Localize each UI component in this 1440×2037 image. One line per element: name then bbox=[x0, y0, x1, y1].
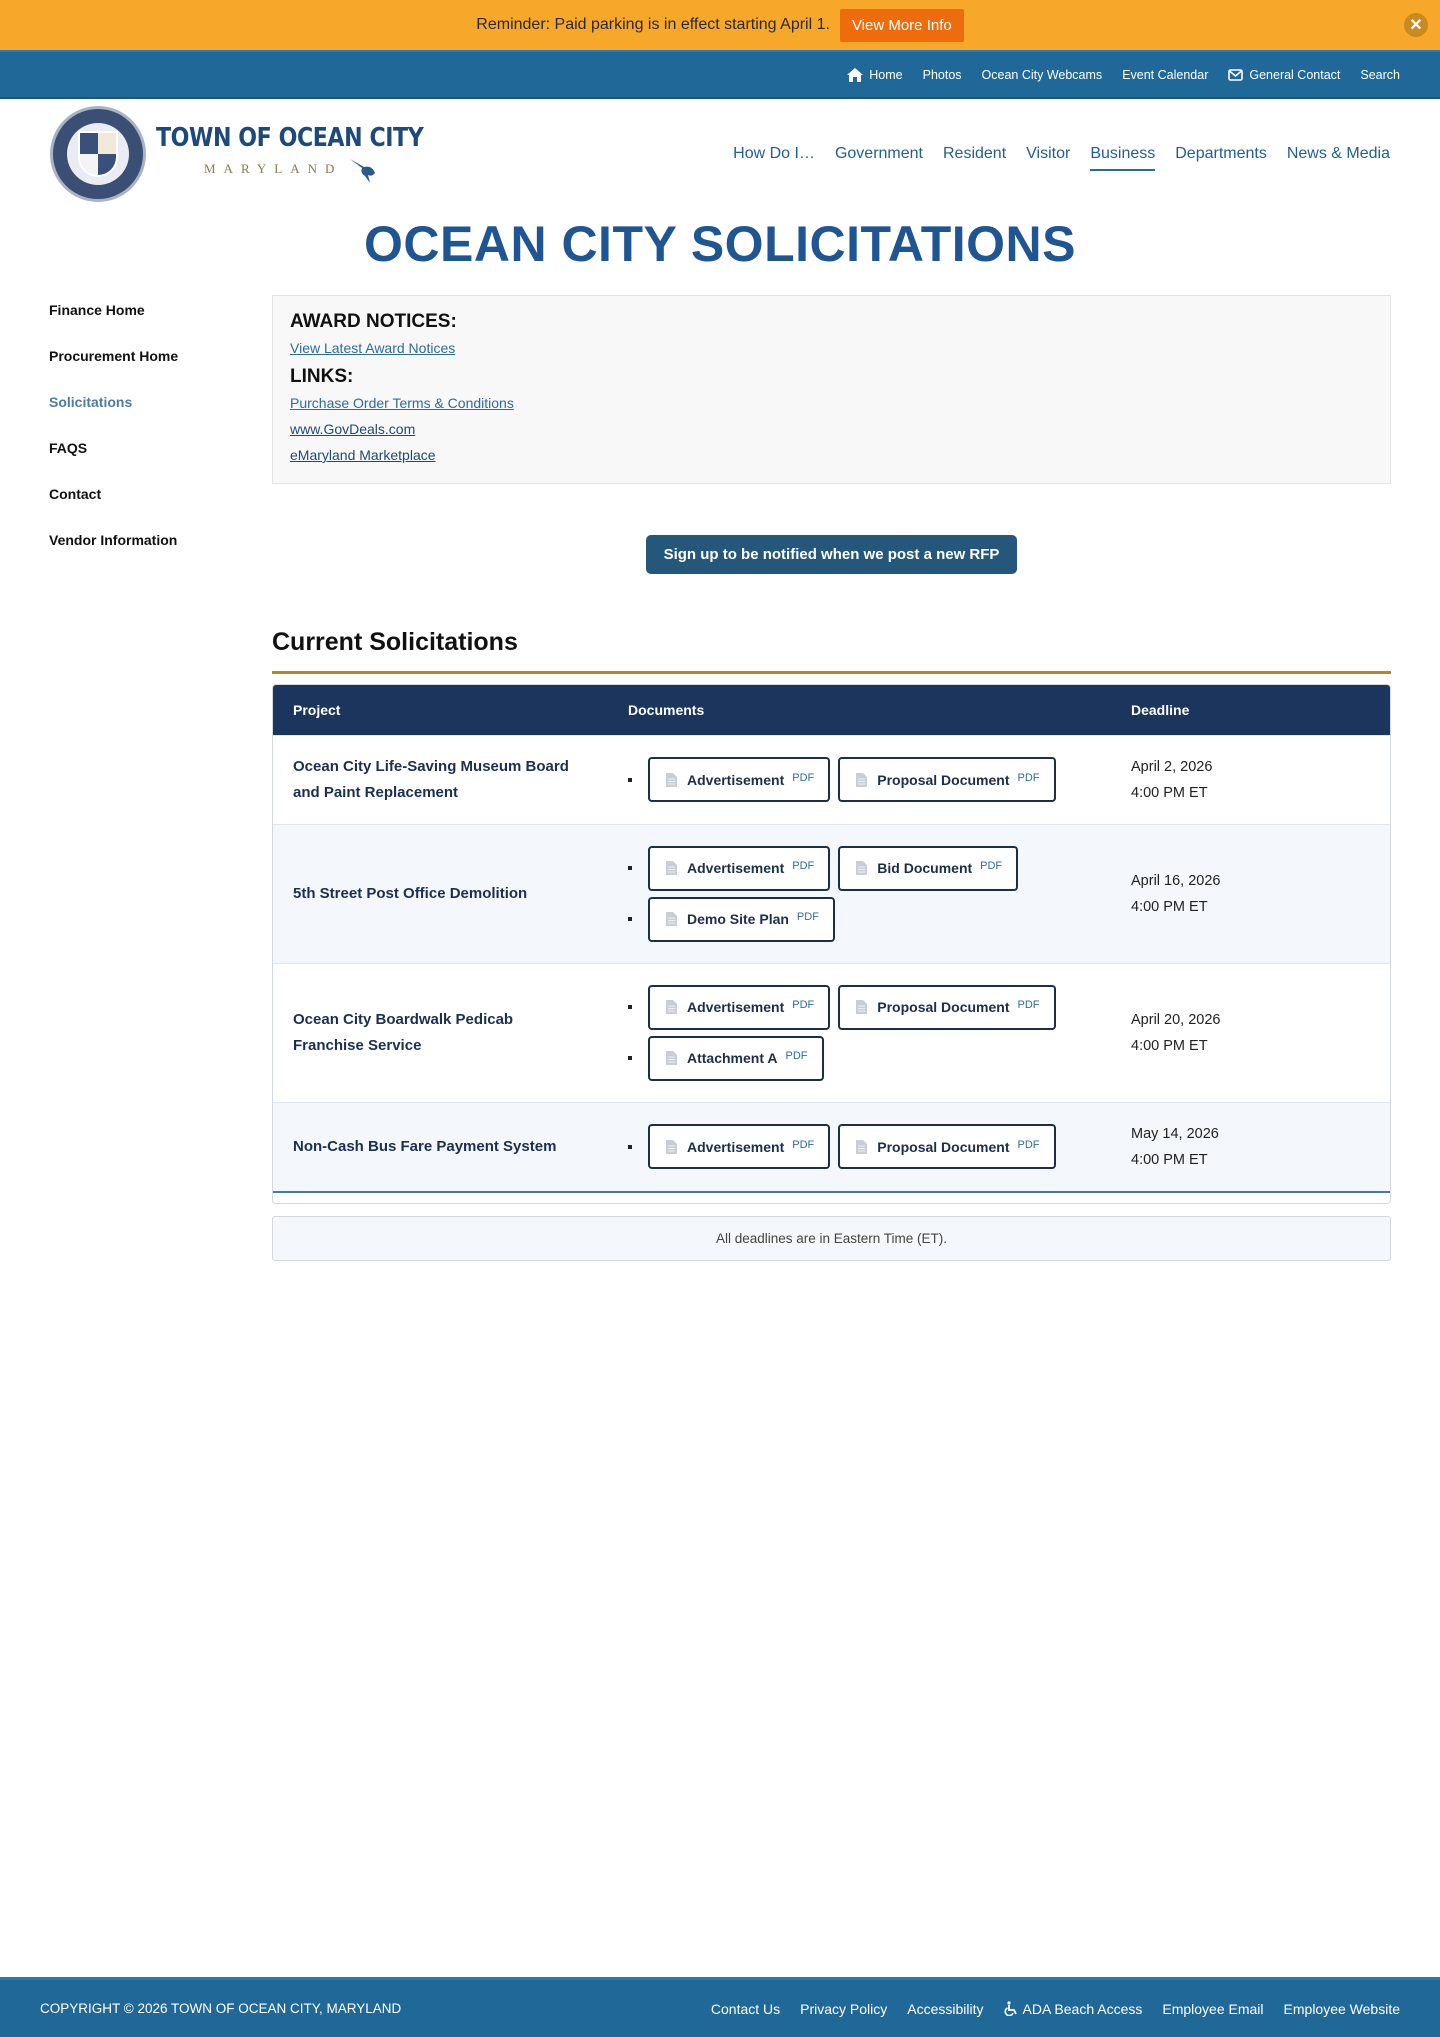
pdf-badge: PDF bbox=[792, 1138, 815, 1151]
footer-link-privacy-policy[interactable]: Privacy Policy bbox=[800, 2000, 888, 2017]
deadline-time: 4:00 PM ET bbox=[1131, 898, 1208, 915]
home-icon bbox=[847, 68, 863, 82]
site-logo[interactable] bbox=[50, 106, 470, 202]
table-row bbox=[273, 963, 1390, 1102]
utility-link-home[interactable]: Home bbox=[847, 68, 902, 82]
column-header-project: Project bbox=[293, 701, 341, 718]
pdf-badge: PDF bbox=[1017, 1138, 1040, 1151]
sidebar-item-procurement-home[interactable]: Procurement Home bbox=[49, 348, 179, 364]
logo-subtitle: MARYLAND bbox=[204, 155, 470, 185]
deadline-time: 4:00 PM ET bbox=[1131, 1037, 1208, 1054]
table-row bbox=[273, 1102, 1390, 1192]
deadline-date: April 20, 2026 bbox=[1131, 1011, 1221, 1028]
document-button-proposal[interactable]: Proposal Document PDF bbox=[838, 985, 1055, 1030]
sidebar-item-faqs[interactable]: FAQS bbox=[49, 440, 88, 456]
project-name: Ocean City Boardwalk Pedicab Franchise Service bbox=[293, 1010, 514, 1054]
pdf-badge: PDF bbox=[1017, 771, 1040, 784]
utility-link-search[interactable]: Search bbox=[1360, 67, 1400, 82]
rfp-signup-button[interactable]: Sign up to be notified when we post a new RFP bbox=[646, 535, 1018, 574]
solicitations-table bbox=[272, 684, 1391, 1204]
project-name: 5th Street Post Office Demolition bbox=[293, 884, 528, 902]
copyright-text: COPYRIGHT © 2026 TOWN OF OCEAN CITY, MARYLAND bbox=[40, 2001, 402, 2016]
nav-news-media[interactable]: News & Media bbox=[1286, 145, 1390, 162]
file-icon bbox=[666, 773, 677, 787]
town-seal-icon bbox=[50, 106, 146, 202]
site-footer bbox=[0, 1977, 1440, 2037]
document-button-proposal[interactable]: Proposal Document PDF bbox=[838, 1124, 1055, 1169]
logo-title: TOWN OF OCEAN CITY bbox=[156, 123, 424, 153]
deadline-date: April 16, 2026 bbox=[1131, 872, 1221, 889]
links-box bbox=[272, 295, 1391, 484]
footer-link-ada-beach-access[interactable]: ADA Beach Access bbox=[1004, 2001, 1143, 2017]
utility-link-general-contact[interactable]: General Contact bbox=[1228, 68, 1340, 82]
deadline-time: 4:00 PM ET bbox=[1131, 784, 1208, 801]
file-icon bbox=[666, 1140, 677, 1154]
wheelchair-icon bbox=[1004, 2001, 1018, 2016]
footer-link-employee-website[interactable]: Employee Website bbox=[1283, 2000, 1400, 2017]
emaryland-marketplace-link[interactable]: eMaryland Marketplace bbox=[290, 447, 436, 463]
nav-departments[interactable]: Departments bbox=[1175, 145, 1267, 162]
sidebar-item-vendor-information[interactable]: Vendor Information bbox=[49, 532, 178, 548]
nav-how-do-i[interactable]: How Do I… bbox=[733, 145, 815, 162]
pdf-badge: PDF bbox=[1017, 999, 1040, 1011]
column-header-deadline: Deadline bbox=[1131, 701, 1190, 718]
footer-link-employee-email[interactable]: Employee Email bbox=[1162, 2000, 1264, 2017]
file-icon bbox=[666, 1051, 677, 1065]
pdf-badge: PDF bbox=[792, 771, 815, 784]
document-button-advertisement[interactable]: Advertisement PDF bbox=[648, 1124, 830, 1169]
marlin-icon bbox=[348, 155, 378, 185]
table-row bbox=[273, 824, 1390, 963]
purchase-order-terms-link[interactable]: Purchase Order Terms & Conditions bbox=[290, 395, 514, 411]
document-button-bid[interactable]: Bid Document PDF bbox=[838, 846, 1018, 891]
table-row bbox=[273, 735, 1390, 824]
sidebar bbox=[49, 295, 272, 1261]
envelope-icon bbox=[1228, 69, 1243, 81]
pdf-badge: PDF bbox=[796, 911, 819, 923]
alert-message: Reminder: Paid parking is in effect starting April 1. bbox=[476, 16, 830, 33]
nav-visitor[interactable]: Visitor bbox=[1026, 145, 1071, 162]
footer-links bbox=[691, 2001, 1400, 2017]
document-button-attachment-a[interactable]: Attachment A PDF bbox=[648, 1036, 824, 1081]
footer-link-accessibility[interactable]: Accessibility bbox=[907, 2000, 984, 2017]
nav-business[interactable]: Business bbox=[1090, 145, 1155, 171]
file-icon bbox=[856, 861, 867, 875]
main-content bbox=[272, 295, 1391, 1261]
close-alert-button[interactable] bbox=[1404, 13, 1428, 37]
column-header-documents: Documents bbox=[628, 701, 705, 718]
deadline-time: 4:00 PM ET bbox=[1131, 1151, 1208, 1168]
sidebar-item-solicitations[interactable]: Solicitations bbox=[49, 394, 133, 410]
close-icon: ✕ bbox=[1409, 17, 1423, 34]
document-button-demo-site-plan[interactable]: Demo Site Plan PDF bbox=[648, 897, 835, 942]
links-heading: LINKS: bbox=[290, 366, 354, 387]
site-header bbox=[0, 99, 1440, 209]
main-nav bbox=[713, 141, 1390, 167]
pdf-badge: PDF bbox=[792, 860, 815, 872]
file-icon bbox=[856, 1140, 867, 1154]
deadline-date: April 2, 2026 bbox=[1131, 758, 1213, 775]
deadline-date: May 14, 2026 bbox=[1131, 1125, 1219, 1142]
file-icon bbox=[856, 773, 867, 787]
pdf-badge: PDF bbox=[980, 860, 1003, 872]
utility-link-event-calendar[interactable]: Event Calendar bbox=[1122, 67, 1209, 82]
file-icon bbox=[666, 912, 677, 926]
alert-banner bbox=[0, 0, 1440, 50]
file-icon bbox=[666, 861, 677, 875]
page-title: OCEAN CITY SOLICITATIONS bbox=[363, 216, 1077, 272]
sidebar-item-finance-home[interactable]: Finance Home bbox=[49, 302, 145, 318]
document-button-advertisement[interactable]: Advertisement PDF bbox=[648, 757, 830, 802]
utility-nav bbox=[0, 50, 1440, 99]
utility-link-webcams[interactable]: Ocean City Webcams bbox=[981, 67, 1103, 82]
table-header-row bbox=[273, 685, 1390, 735]
view-more-info-button[interactable]: View More Info bbox=[840, 9, 964, 42]
project-name: Ocean City Life-Saving Museum Board and Paint Replacement bbox=[293, 757, 569, 801]
document-button-advertisement[interactable]: Advertisement PDF bbox=[648, 985, 830, 1030]
award-notices-heading: AWARD NOTICES: bbox=[290, 311, 457, 332]
file-icon bbox=[666, 1000, 677, 1014]
pdf-badge: PDF bbox=[792, 999, 815, 1011]
sidebar-item-contact[interactable]: Contact bbox=[49, 486, 102, 502]
current-solicitations-heading: Current Solicitations bbox=[272, 628, 1391, 674]
pdf-badge: PDF bbox=[785, 1050, 808, 1062]
document-button-proposal[interactable]: Proposal Document PDF bbox=[838, 757, 1055, 802]
timezone-note: All deadlines are in Eastern Time (ET). bbox=[272, 1216, 1391, 1261]
footer-link-contact-us[interactable]: Contact Us bbox=[710, 2000, 781, 2017]
project-name: Non-Cash Bus Fare Payment System bbox=[293, 1137, 557, 1155]
govdeals-link[interactable]: www.GovDeals.com bbox=[290, 421, 416, 437]
nav-government[interactable]: Government bbox=[834, 145, 923, 162]
utility-link-photos[interactable]: Photos bbox=[922, 67, 962, 82]
file-icon bbox=[856, 1000, 867, 1014]
nav-resident[interactable]: Resident bbox=[943, 145, 1007, 162]
document-button-advertisement[interactable]: Advertisement PDF bbox=[648, 846, 830, 891]
award-notices-link[interactable]: View Latest Award Notices bbox=[290, 340, 456, 356]
